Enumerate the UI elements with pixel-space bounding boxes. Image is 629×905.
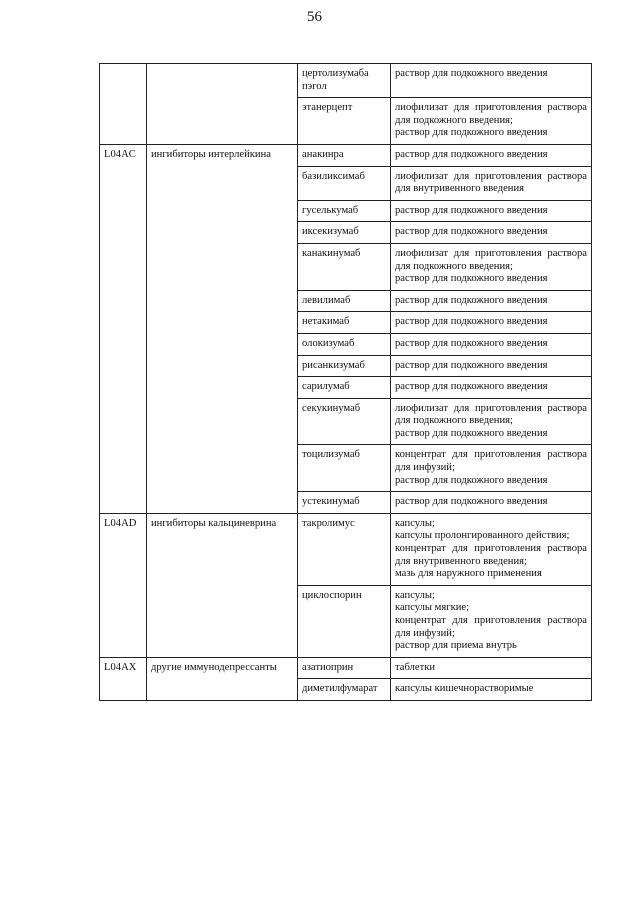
table-row bbox=[100, 657, 592, 679]
drug-name-cell: сарилумаб bbox=[298, 377, 391, 399]
dosage-form-line: раствор для подкожного введения bbox=[395, 474, 548, 486]
table-row bbox=[100, 144, 592, 166]
drug-name-cell: этанерцепт bbox=[298, 98, 391, 145]
dosage-forms-cell bbox=[391, 166, 592, 200]
drug-name-cell: канакинумаб bbox=[298, 243, 391, 290]
dosage-form-line: концентрат для приготовления раствора для внутривенного введения; bbox=[395, 543, 587, 567]
dosage-forms-cell bbox=[391, 222, 592, 244]
dosage-form-line: раствор для подкожного введения bbox=[395, 127, 548, 139]
dosage-form-line: раствор для подкожного введения bbox=[395, 316, 548, 328]
dosage-forms-cell bbox=[391, 243, 592, 290]
drug-name-cell: олокизумаб bbox=[298, 333, 391, 355]
dosage-form-line: раствор для подкожного введения bbox=[395, 294, 548, 306]
drug-name-cell: азатиоприн bbox=[298, 657, 391, 679]
table-row bbox=[100, 64, 592, 98]
drug-name-cell: устекинумаб bbox=[298, 492, 391, 514]
drug-name-cell: циклоспорин bbox=[298, 585, 391, 657]
drug-name-cell: секукинумаб bbox=[298, 398, 391, 445]
drug-name-cell: нетакимаб bbox=[298, 312, 391, 334]
dosage-form-line: раствор для подкожного введения bbox=[395, 381, 548, 393]
drug-name-cell: левилимаб bbox=[298, 290, 391, 312]
dosage-forms-cell bbox=[391, 312, 592, 334]
dosage-form-line: раствор для подкожного введения bbox=[395, 204, 548, 216]
dosage-forms-cell bbox=[391, 679, 592, 701]
dosage-forms-cell bbox=[391, 98, 592, 145]
dosage-forms-cell bbox=[391, 144, 592, 166]
dosage-form-line: раствор для подкожного введения bbox=[395, 68, 548, 79]
dosage-form-line: капсулы пролонгированного действия; bbox=[395, 530, 570, 542]
drug-name-cell: базиликсимаб bbox=[298, 166, 391, 200]
atc-code-cell: L04AC bbox=[100, 144, 147, 513]
drug-name-cell: иксекизумаб bbox=[298, 222, 391, 244]
dosage-form-line: концентрат для приготовления раствора для инфузий; bbox=[395, 449, 587, 474]
dosage-forms-cell bbox=[391, 445, 592, 492]
dosage-forms-cell bbox=[391, 64, 592, 98]
dosage-form-line: раствор для подкожного введения bbox=[395, 496, 548, 508]
dosage-forms-cell bbox=[391, 513, 592, 585]
dosage-forms-cell bbox=[391, 200, 592, 222]
dosage-form-line: раствор для подкожного введения bbox=[395, 427, 548, 439]
drug-table bbox=[99, 63, 592, 701]
dosage-form-line: лиофилизат для приготовления раствора для подкожного введения; bbox=[395, 247, 587, 272]
group-name-cell: ингибиторы интерлейкина bbox=[147, 144, 298, 513]
drug-name-cell: рисанкизумаб bbox=[298, 355, 391, 377]
drug-name-cell: анакинра bbox=[298, 144, 391, 166]
group-name-cell: другие иммунодепрессанты bbox=[147, 657, 298, 700]
atc-code-cell bbox=[100, 64, 147, 145]
dosage-forms-cell bbox=[391, 492, 592, 514]
dosage-forms-cell bbox=[391, 398, 592, 445]
dosage-form-line: капсулы кишечнорастворимые bbox=[395, 683, 534, 695]
group-name-cell bbox=[147, 64, 298, 145]
dosage-form-line: лиофилизат для приготовления раствора для подкожного введения; bbox=[395, 102, 587, 126]
dosage-forms-cell bbox=[391, 377, 592, 399]
dosage-forms-cell bbox=[391, 290, 592, 312]
table-row bbox=[100, 513, 592, 585]
dosage-form-line: капсулы мягкие; bbox=[395, 602, 470, 614]
drug-name-cell: такролимус bbox=[298, 513, 391, 585]
drug-name-cell: гуселькумаб bbox=[298, 200, 391, 222]
atc-code-cell: L04AX bbox=[100, 657, 147, 700]
dosage-form-line: капсулы; bbox=[395, 517, 435, 529]
dosage-forms-cell bbox=[391, 333, 592, 355]
dosage-form-line: таблетки bbox=[395, 661, 436, 673]
dosage-form-line: раствор для подкожного введения bbox=[395, 226, 548, 238]
dosage-form-line: раствор для подкожного введения bbox=[395, 273, 548, 285]
group-name-cell: ингибиторы кальциневрина bbox=[147, 513, 298, 657]
dosage-forms-cell bbox=[391, 585, 592, 657]
drug-name-cell: диметилфумарат bbox=[298, 679, 391, 701]
page-number: 56 bbox=[307, 9, 322, 25]
drug-name-cell: тоцилизумаб bbox=[298, 445, 391, 492]
dosage-form-line: лиофилизат для приготовления раствора для внутривенного введения bbox=[395, 170, 587, 195]
dosage-form-line: концентрат для приготовления раствора для инфузий; bbox=[395, 615, 587, 639]
dosage-form-line: мазь для наружного применения bbox=[395, 568, 542, 580]
drug-name-cell: цертолизумаба пэгол bbox=[298, 64, 391, 98]
dosage-form-line: раствор для подкожного введения bbox=[395, 337, 548, 349]
dosage-form-line: капсулы; bbox=[395, 589, 435, 601]
dosage-form-line: раствор для подкожного введения bbox=[395, 359, 548, 371]
dosage-forms-cell bbox=[391, 355, 592, 377]
dosage-forms-cell bbox=[391, 657, 592, 679]
dosage-form-line: лиофилизат для приготовления раствора для подкожного введения; bbox=[395, 402, 587, 427]
dosage-form-line: раствор для приема внутрь bbox=[395, 640, 517, 652]
dosage-form-line: раствор для подкожного введения bbox=[395, 148, 548, 160]
atc-code-cell: L04AD bbox=[100, 513, 147, 657]
